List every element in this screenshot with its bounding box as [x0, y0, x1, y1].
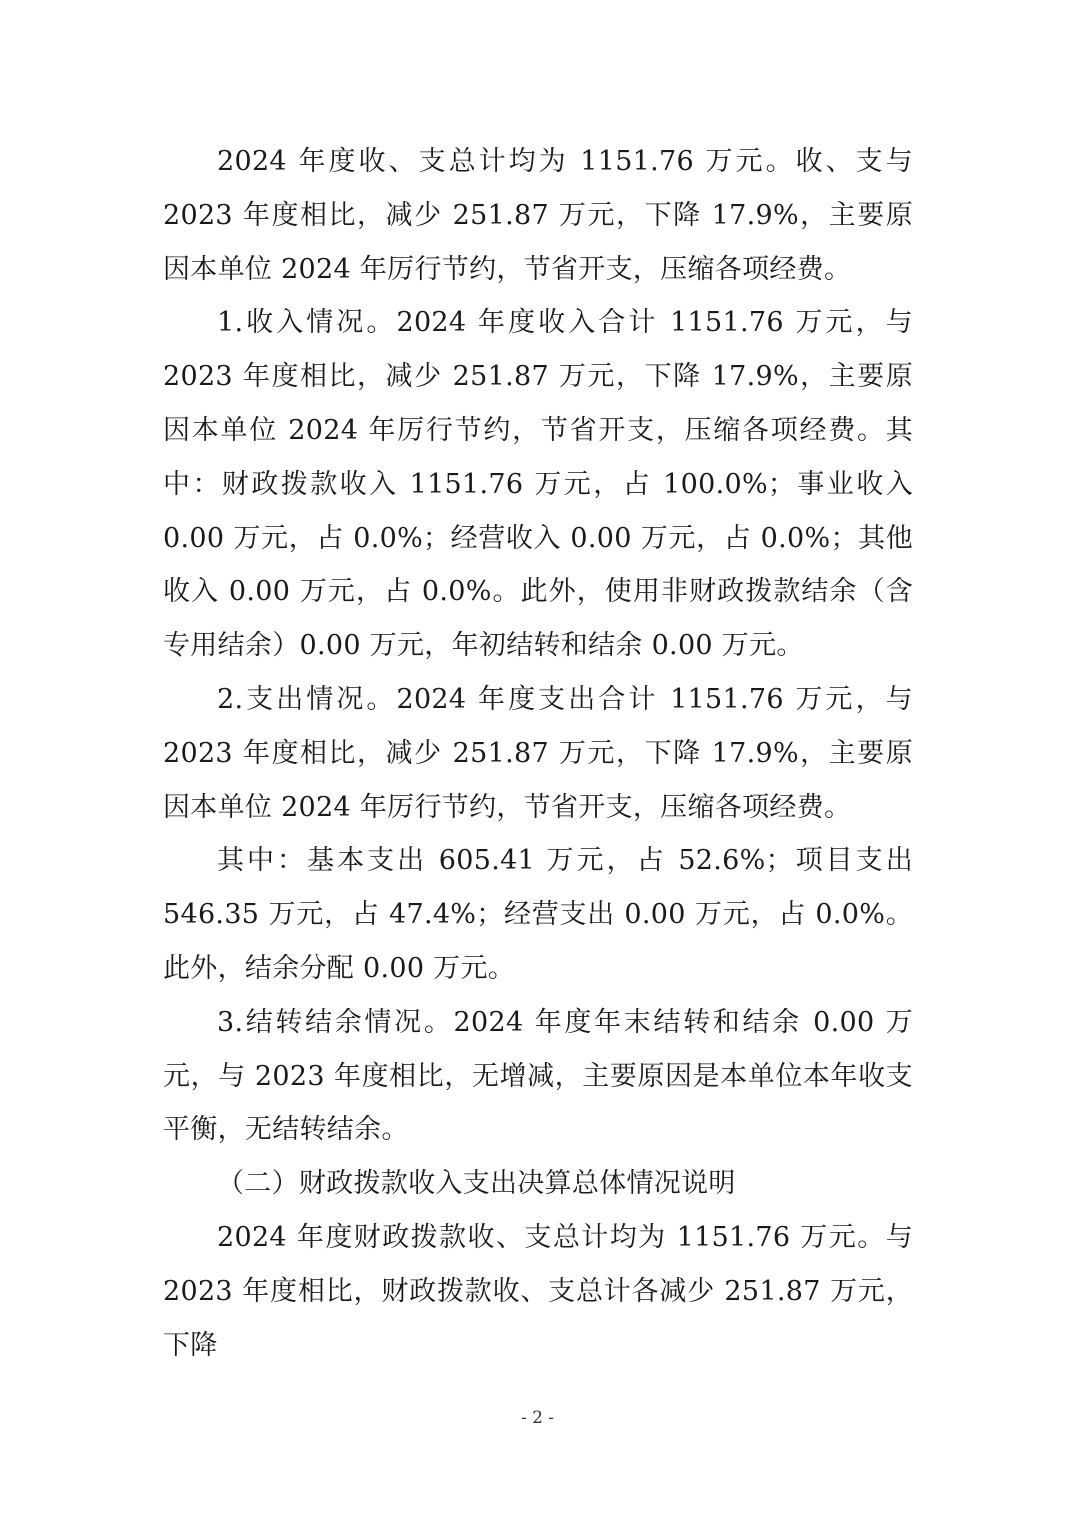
paragraph-fiscal-summary: 2024 年度财政拨款收、支总计均为 1151.76 万元。与 2023 年度相比，财政拨款收、支总计各减少 251.87 万元，下降: [163, 1221, 913, 1361]
paragraph-income: 1.收入情况。2024 年度收入合计 1151.76 万元，与 2023 年度相比，减少 251.87 万元，下降 17.9%，主要原因本单位 2024 年厉行节约，节省开支，压缩各项经费。其中：财政拨款收入 1151.76 万元，占 100.0%；事业收入 0.00 万元，占 0.0%；经营收入 0.00 万元，占 0.0%；其他收入 0.00 万元，占 0.0%。此外，使用非财政拨款结余（含专用结余）0.00 万元，年初结转和结余 0.00 万元。: [163, 307, 913, 662]
section-heading: （二）财政拨款收入支出决算总体情况说明: [217, 1168, 736, 1200]
paragraph-carryover: 3.结转结余情况。2024 年度年末结转和结余 0.00 万元，与 2023 年度相比，无增减，主要原因是本单位本年收支平衡，无结转结余。: [163, 1006, 913, 1146]
page-number: - 2 -: [520, 1408, 555, 1428]
paragraph-expenditure: 2.支出情况。2024 年度支出合计 1151.76 万元，与 2023 年度相比，减少 251.87 万元，下降 17.9%，主要原因本单位 2024 年厉行节约，节省开支，压缩各项经费。: [163, 683, 913, 823]
paragraph-expenditure-breakdown: 其中：基本支出 605.41 万元，占 52.6%；项目支出 546.35 万元，占 47.4%；经营支出 0.00 万元，占 0.0%。此外，结余分配 0.00 万元。: [163, 845, 913, 984]
document-body: [163, 135, 913, 1372]
paragraph-summary: 2024 年度收、支总计均为 1151.76 万元。收、支与 2023 年度相比，减少 251.87 万元，下降 17.9%，主要原因本单位 2024 年厉行节约，节省开支，压缩各项经费。: [163, 146, 913, 285]
